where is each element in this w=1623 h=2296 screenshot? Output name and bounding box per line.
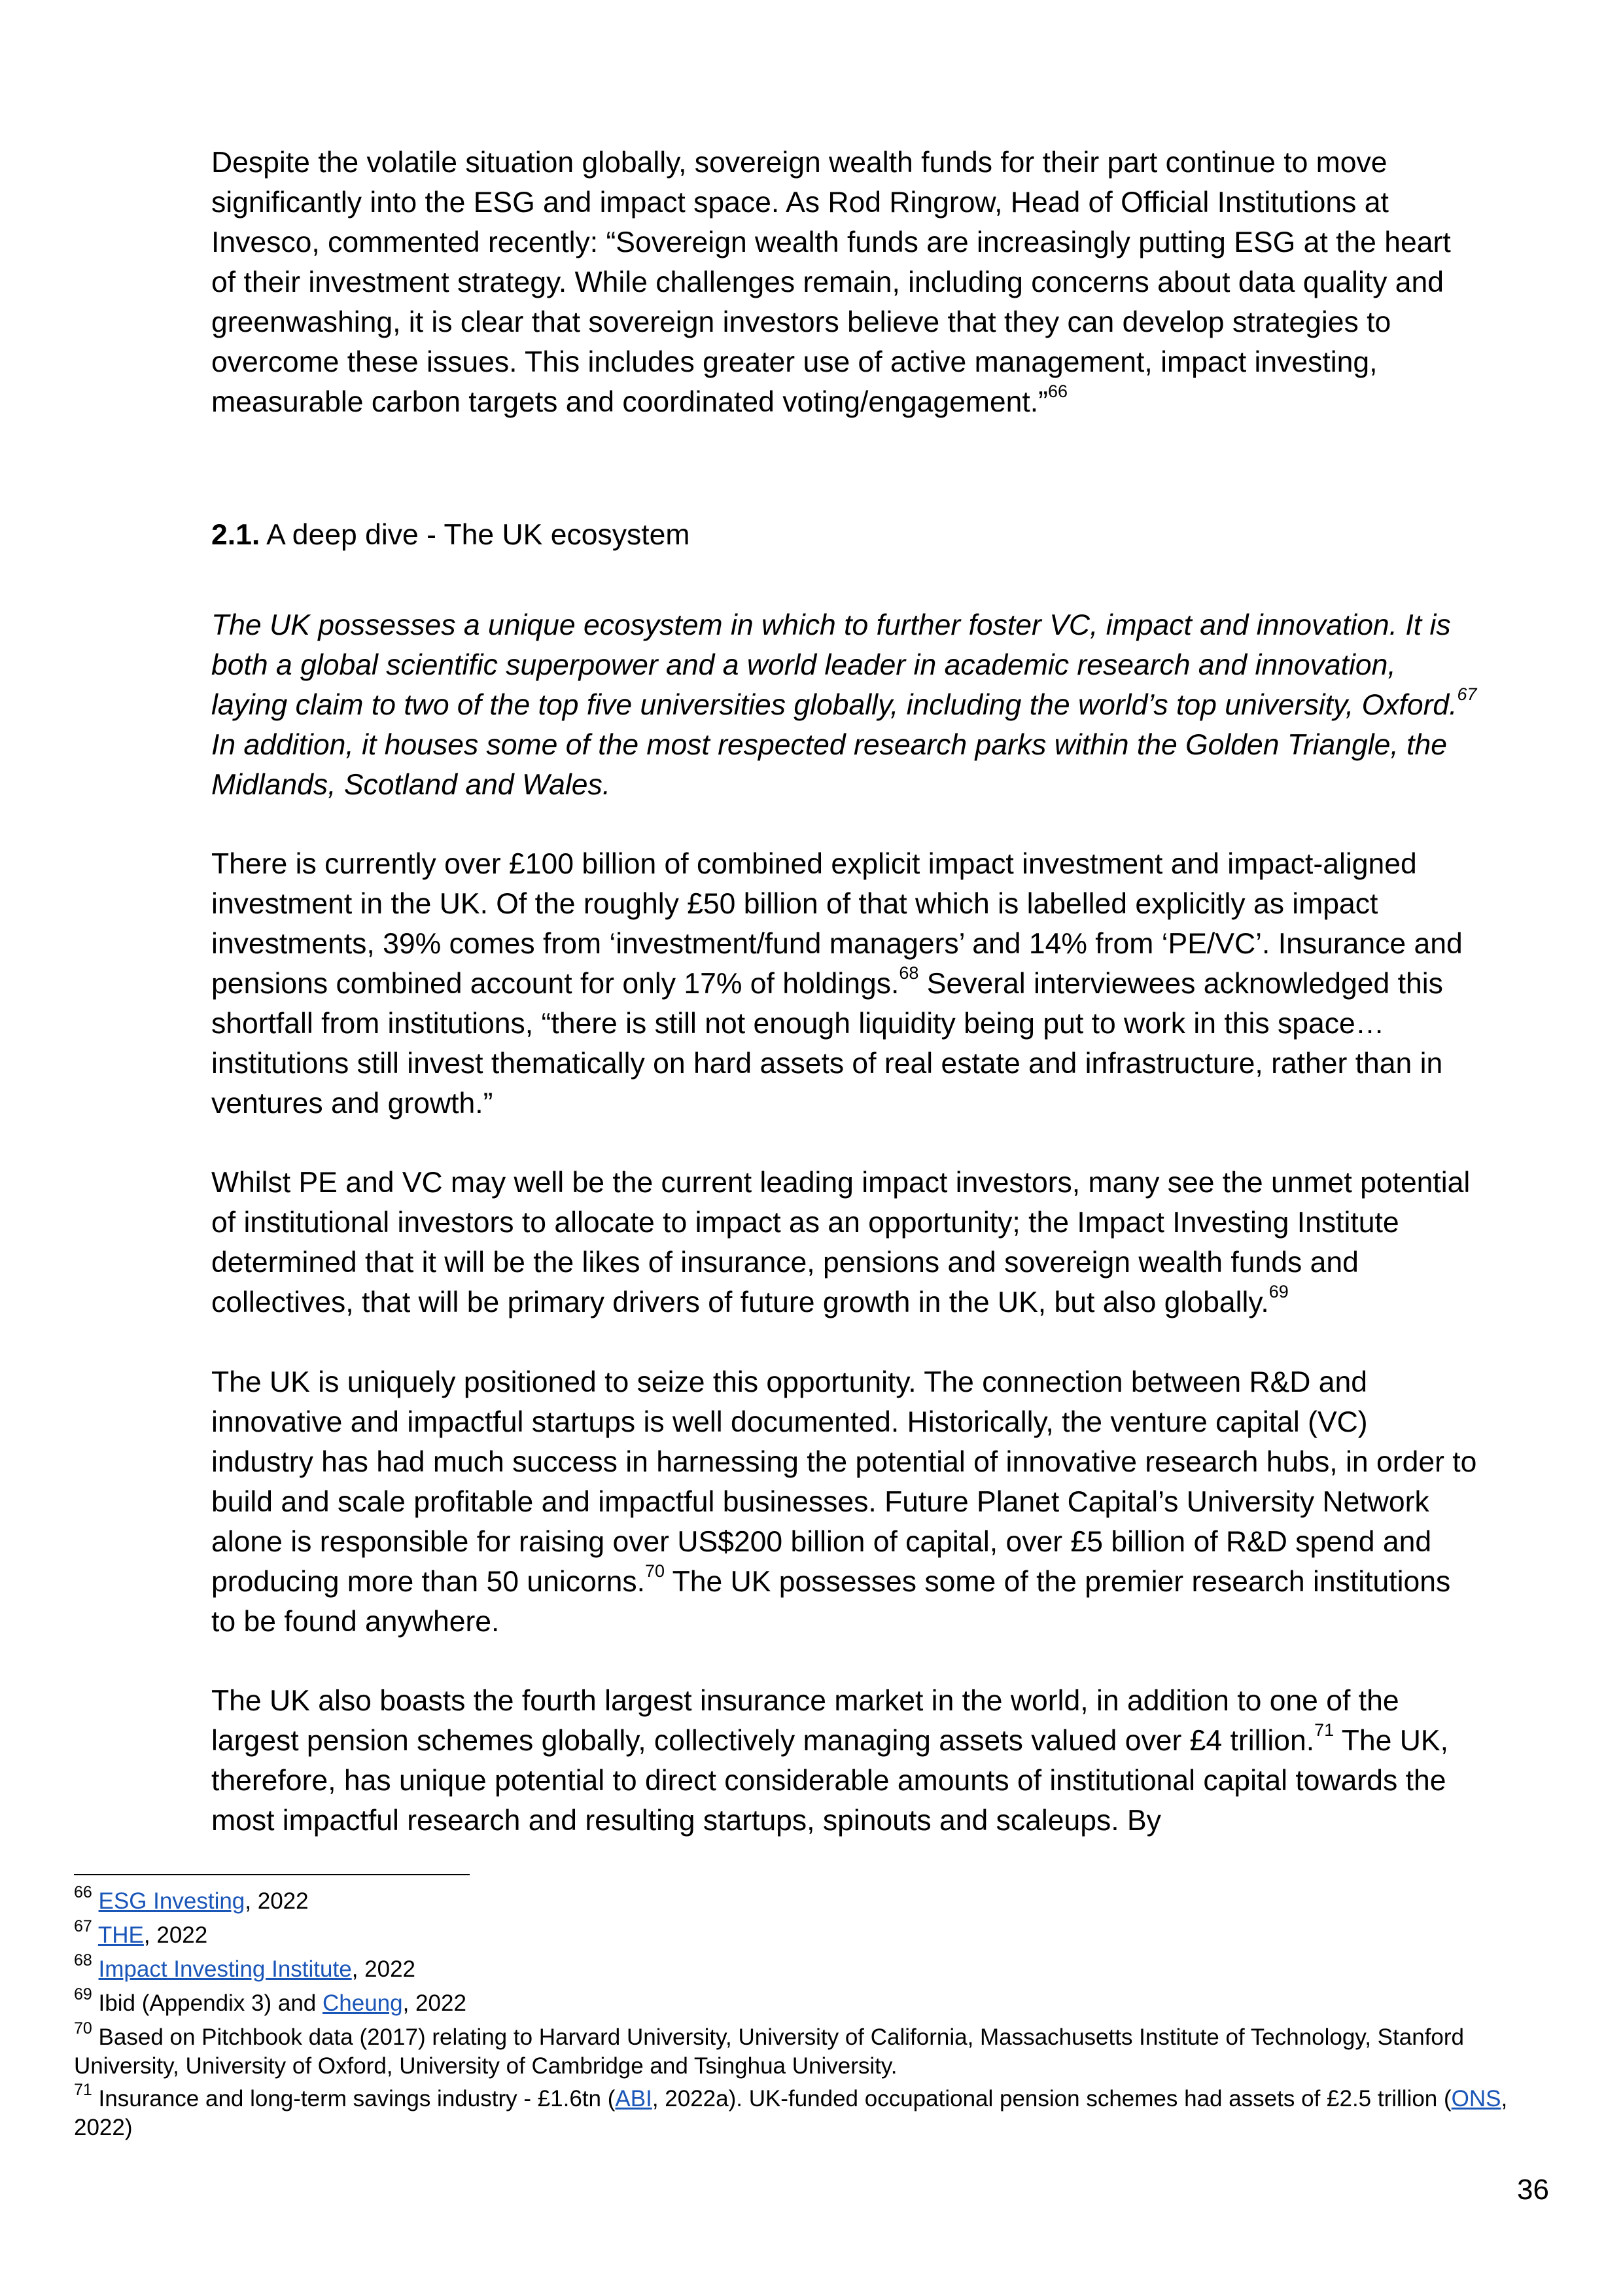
paragraph-insurance-market	[211, 1681, 1477, 1841]
cheung-link[interactable]: Cheung	[323, 1990, 403, 2016]
footnote-ref-68[interactable]: 68	[899, 963, 919, 983]
ons-link[interactable]: ONS	[1451, 2086, 1501, 2111]
paragraph-sovereign-wealth	[211, 143, 1477, 422]
footnote-68: $^{68}$ Impact Investing Institute, 2022	[74, 1951, 415, 1982]
section-heading	[211, 515, 689, 555]
footnote-71: $^{71}$ Insurance and long-term savings industry - £1.6tn (ABI, 2022a). UK-funded occupational pension schemes had assets of £2.5 trillion (ONS, 2022)	[74, 2081, 1508, 2140]
section-number: 2.1.	[211, 519, 260, 551]
paragraph-uk-positioned	[211, 1362, 1477, 1642]
paragraph-text: Despite the volatile situation globally, sovereign wealth funds for their part continue to move significantly into the ESG and impact space. As Rod Ringrow, Head of Official Institutions at Invesco, commented recently: “Sovereign wealth funds are increasingly putting ESG at the heart of their investment strategy. While challenges remain, including concerns about data quality and greenwashing, it is clear that sovereign investors believe that they can develop strategies to overcome these issues. This includes greater use of active management, impact investing, measurable carbon targets and coordinated voting/engagement.”	[211, 147, 1451, 418]
footnotes	[74, 1883, 1552, 2146]
footnote-69: $^{69}$ Ibid (Appendix 3) and Cheung, 2022	[74, 1985, 466, 2016]
footnote-67: $^{67}$ THE, 2022	[74, 1917, 208, 1948]
paragraph-uk-ecosystem	[211, 605, 1477, 805]
footnote-separator	[74, 1874, 470, 1875]
paragraph-text: The UK possesses a unique ecosystem in which to further foster VC, impact and innovation. It is both a global scientific superpower and a world leader in academic research and innovation, laying claim to two of the top five universities globally, including the world’s top university, Oxford.	[211, 609, 1457, 721]
footnote-ref-66[interactable]: 66	[1047, 381, 1068, 402]
footnote-ref-69[interactable]: 69	[1268, 1282, 1289, 1302]
footnote-ref-71[interactable]: 71	[1314, 1720, 1335, 1740]
the-link[interactable]: THE	[97, 1922, 144, 1948]
impact-investing-institute-link[interactable]: Impact Investing Institute	[98, 1956, 352, 1982]
paragraph-text: There is currently over £100 billion of combined explicit impact investment and impact-aligned investment in the UK. Of the roughly £50 billion of that which is labelled explicitly as impact investments, 39% comes from ‘investment/fund managers’ and 14% from ‘PE/VC’. Insurance and pensions combined account for only 17% of holdings.	[211, 848, 1463, 1000]
paragraph-text: Whilst PE and VC may well be the current leading impact investors, many see the unmet potential of institutional investors to allocate to impact as an opportunity; the Impact Investing Institute determined that it will be the likes of insurance, pensions and sovereign wealth funds and collectives, that will be primary drivers of future growth in the UK, but also globally.	[211, 1167, 1471, 1318]
section-title: A deep dive - The UK ecosystem	[266, 519, 690, 551]
paragraph-text: The UK also boasts the fourth largest insurance market in the world, in addition to one of the largest pension schemes globally, collectively managing assets valued over £4 trillion.	[211, 1685, 1399, 1757]
esg-investing-link[interactable]: ESG Investing	[98, 1888, 245, 1914]
paragraph-text: The UK, therefore, has unique potential to direct considerable amounts of institutional capital towards the most impactful research and resulting startups, spinouts and scaleups. By	[211, 1725, 1448, 1837]
paragraph-text: Several interviewees acknowledged this shortfall from institutions, “there is still not enough liquidity being put to work in this space… institutions still invest thematically on hard assets of real estate and infrastructure, rather than in ventures and growth.”	[211, 968, 1443, 1120]
footnote-ref-70[interactable]: 70	[644, 1561, 665, 1581]
page-number: 36	[1517, 2174, 1549, 2206]
paragraph-text: The UK is uniquely positioned to seize this opportunity. The connection between R&D and innovative and impactful startups is well documented. Historically, the venture capital (VC) industry has had much success in harnessing the potential of innovative research hubs, in order to build and scale profitable and impactful businesses. Future Planet Capital’s University Network alone is responsible for raising over US$200 billion of capital, over £5 billion of R&D spend and producing more than 50 unicorns.	[211, 1366, 1477, 1598]
paragraph-institutional-investors	[211, 1163, 1477, 1322]
paragraph-text: In addition, it houses some of the most respected research parks within the Golden Triangle, the Midlands, Scotland and Wales.	[211, 729, 1447, 801]
paragraph-impact-investment	[211, 844, 1477, 1123]
paragraph-text: The UK possesses some of the premier research institutions to be found anywhere.	[211, 1566, 1451, 1638]
footnote-66: $^{66}$ ESG Investing, 2022	[74, 1883, 309, 1914]
abi-link[interactable]: ABI	[615, 2086, 652, 2111]
footnote-70: $^{70}$ Based on Pitchbook data (2017) relating to Harvard University, University of California, Massachusetts Institute of Technology, Stanford University, University of Oxford, University of Cambridge and Tsinghua University.	[74, 2019, 1464, 2079]
footnote-ref-67[interactable]: 67	[1457, 684, 1477, 705]
